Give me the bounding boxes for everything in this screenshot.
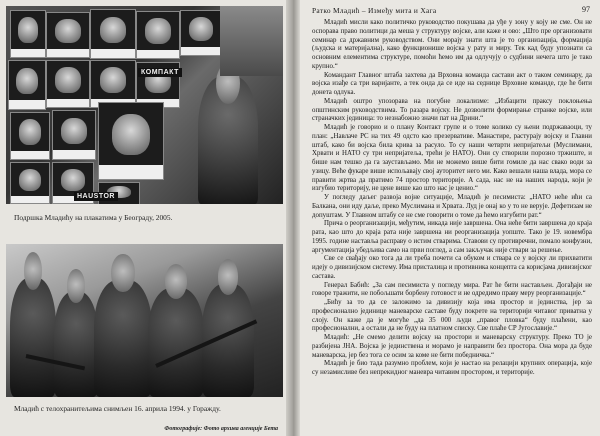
background-building [220,6,283,76]
poster-image [90,9,136,59]
right-page [300,0,600,436]
paragraph: Младић: „Не смемо делити војску на простори и маневарску структуру. Преко ТО је разбијена ЈНА. Војска је јединствена и морамо је направити без простора. Она мора да буде маневарска, јер без тога се осим за коме не бити победничка.“ [312,334,592,359]
poster-image [136,11,180,59]
book-gutter [286,0,300,436]
poster-label: HAUSTOR [74,192,118,201]
pedestrian-figure [198,76,258,204]
paragraph: Прича о реорганизацији, међутим, никада није завршена. Она неће бити завршена до краја рата, као што до краја рата није завршена ни реорганизација уопште. Тако је 19. новембра 1995. године наставља расправу о истим стварима. Ставови су противречни, помало конфузни, аргументација убедљива само на први поглед, а сам закључак није ствари за решење. [312,220,592,254]
bodyguard-figure [148,288,204,397]
poster-image [10,162,50,204]
paragraph: Младић је био тада разумно проблем, који је настао на релацији крупних операција, које су незамисливе без непрекидног маневра читавим простором, и територије. [312,360,592,376]
photo-caption: Подршка Младићу на плакатима у Београду, 2005. [14,213,173,222]
running-head: Ратко Младић – Између мита и Хага [312,6,437,15]
body-text [312,19,592,433]
poster-label: КОМПАКТ [138,68,182,77]
page-number: 97 [582,5,590,14]
paragraph: „Бићу за то да се заложимо за дивизију која има простор и јединства, јер за професионално јединице маневарске саставе буду покрете на територији читавог приватна у слоју. Он каже да је могуће „да 35 000 људи „правог пловка“ буду плаћени, као професионални, а остали да не буду на платном списку. Све плаће СР Југославије.“ [312,299,592,333]
paragraph: У погледу даљег развоја војне ситуације, Младић је песимиста: „НАТО неће ићи са Балкана, они иду даље, преко Муслимана и Хрвата. Луд је онај ко у то не верује. Дефетизам не допуштам. У Главном штабу се не сме говорити о томе да ћемо изгубити рат.“ [312,194,592,219]
photo-credit: Фотографије: Фото архива агенције Бета [164,426,278,432]
poster-image [90,60,136,108]
poster-image [46,60,90,108]
general-figure [94,280,152,397]
paragraph: Генерал Бабић: „За сам песимиста у погледу мира. Рат ће бити настављен. Догађаји не говоре тражити, не побољшати борбену готовост и не одредимо праву меру реорганизације.“ [312,281,592,298]
poster-wall-photo [6,6,283,204]
poster-image [10,112,50,160]
paragraph: Командант Главног штаба захтева да Врховна команда састави акт о таком семинару, да војска изађе са три варијанте, а тек онда да се иде на седнице Врховне команде, где ће бити донета одлука. [312,71,592,96]
bodyguards-photo [6,244,283,397]
photo-caption: Младић с телохранитељима снимљен 16. априла 1994. у Горажду. [14,404,221,413]
poster-image [8,60,46,110]
poster-image [98,102,164,180]
poster-image [180,10,222,56]
paragraph: Младић је говорио и о плану Контакт групе и о томе колико су њени подржаваоци, ту план: „Навлаче РС на тих 49 одсто као презервативе. Манастире, растурају војску и Главни штаб, како би војска била крива за расуло. То су наши четврти непријатељи (Муслимани, Хрвати и НАТО су три непријатеља, трећи је НАТО). Они су створили порозно тржиште, и бише нам тешко да га заустављамо. Ми не можемо више бити гомиле да нас свако води за узицу. Веће фукаре више испољавају свој ауторитет него ми. Како вешали наша влада, мора се правити жртва да пратимо 74 простор територије. А сада, нас не на наших народа, који је изгубио територију, не цене више као што нас је ценио.“ [312,124,592,193]
paragraph: Све се свађају око тога да ли треба почети са обуком и ствара се у војску ли прихватити идеју о дивизијском систему. Има присталица и противника концепта са корисјама дивизијског састава. [312,255,592,280]
paragraph: Младић мисли како политичко руководство покушава да уђе у зону у коју не сме. Он не оспорава право политици да меша у структуру војске, али каже и ово: „Што пре организовати семинар са државним руководством. Они морају знати шта је то организација, формација (људска и материјална), како функционише војска у рату и миру. Тек кад буду упознати са основним елементима структуре, помоћи ћемо им да одлучују о судбини нечега што је тако крупно.“ [312,19,592,70]
left-page [0,0,288,436]
poster-image [52,110,96,160]
paragraph: Младић оштро упозорава на погубне локализме: „Избацити праксу поклоњења општинским руководствима. То разара војску. Не дозволити формирање странке војске, или страначких јединица: то незнабожно значи пат на Дрини.“ [312,97,592,123]
bodyguard-figure [54,292,98,397]
bodyguard-figure [10,278,56,397]
poster-image [10,10,46,58]
poster-image [46,12,90,58]
